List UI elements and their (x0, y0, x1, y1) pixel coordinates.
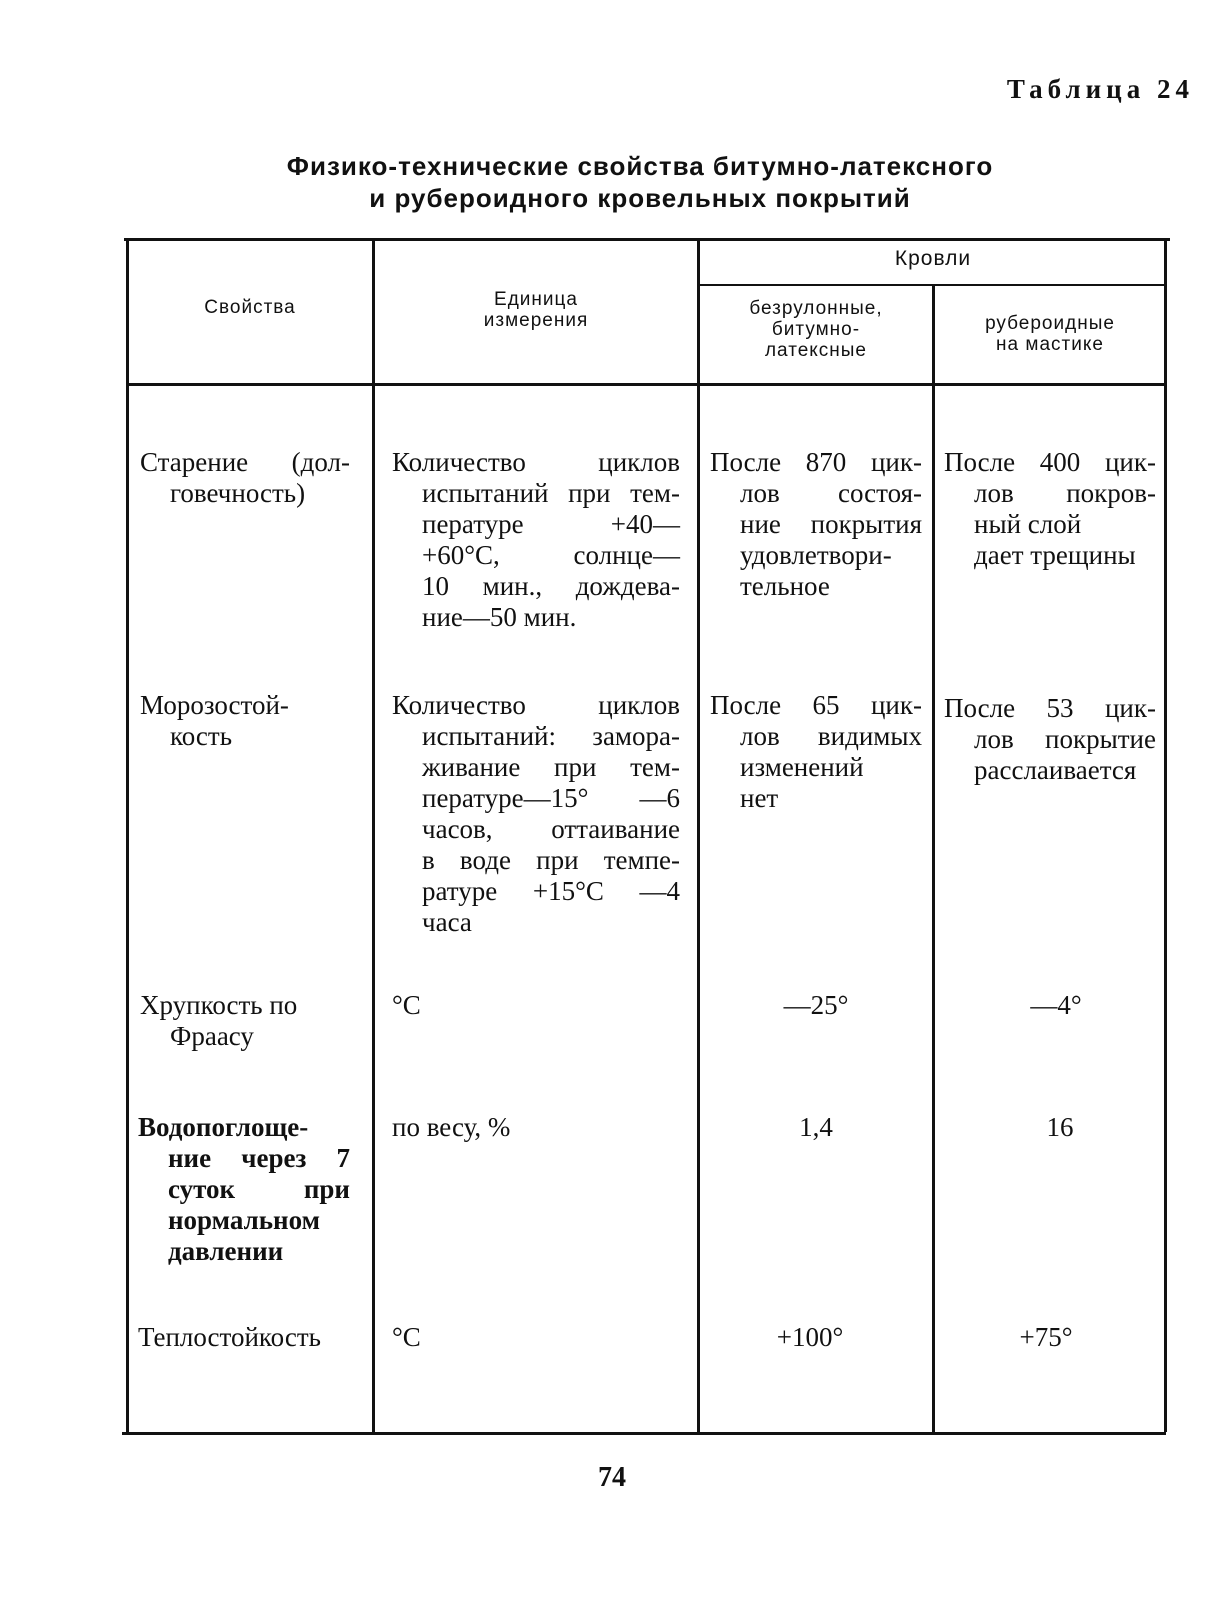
page-number: 74 (598, 1462, 626, 1493)
row-3-col-a: —25° (783, 990, 849, 1020)
row-3-col-b: —4° (1030, 990, 1082, 1020)
row-5-col-a: +100° (776, 1322, 844, 1352)
row-1-property: Старение (дол- говечность) (140, 447, 350, 508)
table-bottom-rule (122, 1432, 1166, 1435)
row-3-unit: °С (392, 990, 421, 1020)
col-divider-2 (697, 240, 700, 1432)
caption-line-1: Физико-технические свойства битумно-латексного (286, 151, 994, 181)
row-2-property: Морозостой- кость (140, 690, 289, 751)
table-label: Таблица 24 (1006, 74, 1194, 104)
row-2-col-b: После 53 цик- лов покрытие расслаивается (944, 693, 1156, 785)
row-5-col-b: +75° (1019, 1322, 1073, 1352)
row-2-unit: Количество циклов испытаний: замора- живание при тем- пературе—15° —6 часов, оттаивание в воде при темпе- ратуре +15°С —4 часа (392, 690, 680, 937)
header-col-b: рубероидные на мастике (985, 313, 1115, 355)
row-1-col-b: После 400 цик- лов покров- ный слой дает трещины (944, 447, 1156, 570)
caption-line-2: и рубероидного кровельных покрытий (369, 183, 911, 213)
row-4-col-b: 16 (1046, 1112, 1074, 1142)
header-col-a: безрулонные, битумно- латексные (749, 298, 883, 361)
row-1-col-a: После 870 цик- лов состоя- ние покрытия удовлетвори- тельное (710, 447, 922, 601)
table-top-rule (124, 238, 1170, 241)
left-border (126, 240, 129, 1432)
row-5-property: Теплостойкость (138, 1322, 321, 1352)
col-divider-3 (932, 286, 935, 1432)
header-group-roofs: Кровли (894, 247, 972, 270)
row-2-col-a: После 65 цик- лов видимых изменений нет (710, 690, 922, 813)
row-3-property: Хрупкость по Фраасу (140, 990, 298, 1051)
row-1-unit: Количество циклов испытаний при тем- пературе +40— +60°С, солнце— 10 мин., дождева- ние—50 мин. (392, 447, 680, 632)
table-caption (140, 150, 1140, 214)
row-4-property: Водопоглоще- ние через 7 суток при нормальном давлении (138, 1112, 350, 1266)
header-unit: Единица измерения (483, 289, 589, 331)
header-bottom-rule (128, 383, 1164, 386)
col-divider-1 (372, 240, 375, 1432)
row-4-col-a: 1,4 (799, 1112, 833, 1142)
right-border (1164, 240, 1167, 1432)
header-property: Свойства (204, 297, 296, 318)
row-4-unit: по весу, % (392, 1112, 511, 1142)
row-5-unit: °С (392, 1322, 421, 1352)
